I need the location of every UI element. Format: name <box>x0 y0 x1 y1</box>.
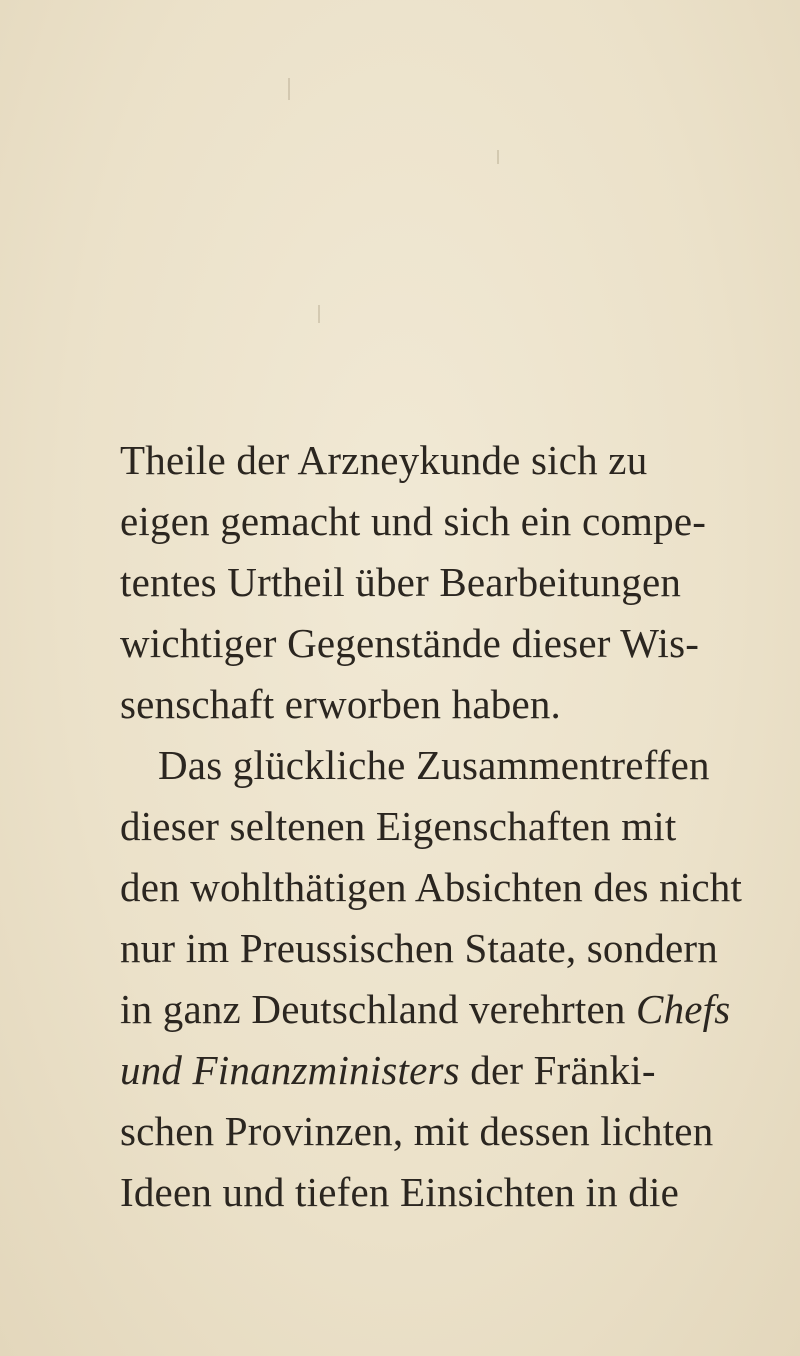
text-span-italic: und Finanzministers <box>120 1047 460 1093</box>
text-span-plain: in ganz Deutschland verehrten <box>120 986 626 1032</box>
text-line-3: tentes Urtheil über Bearbeitungen <box>120 559 682 605</box>
text-span-plain: der Fränki- <box>470 1047 656 1093</box>
text-line-2: eigen gemacht und sich ein compe- <box>120 498 707 544</box>
paper-mark <box>318 305 320 323</box>
text-line-8: den wohlthätigen Absichten des nicht <box>120 864 743 910</box>
text-line-13: Ideen und tiefen Einsichten in die <box>120 1169 679 1215</box>
text-line-1: Theile der Arzneykunde sich zu <box>120 437 648 483</box>
text-line-4: wichtiger Gegenstände dieser Wis- <box>120 620 700 666</box>
text-line-12: schen Provinzen, mit dessen lichten <box>120 1108 714 1154</box>
text-span-italic: Chefs <box>636 986 731 1032</box>
text-line-7: dieser seltenen Eigenschaften mit <box>120 803 677 849</box>
paper-mark <box>497 150 499 164</box>
text-line-10 <box>120 986 731 1032</box>
text-line-11 <box>120 1047 656 1093</box>
text-line-6: Das glückliche Zusammentreffen <box>158 742 710 788</box>
paper-mark <box>288 78 290 100</box>
text-line-9: nur im Preussischen Staate, sondern <box>120 925 718 971</box>
text-line-5: senschaft erworben haben. <box>120 681 562 727</box>
